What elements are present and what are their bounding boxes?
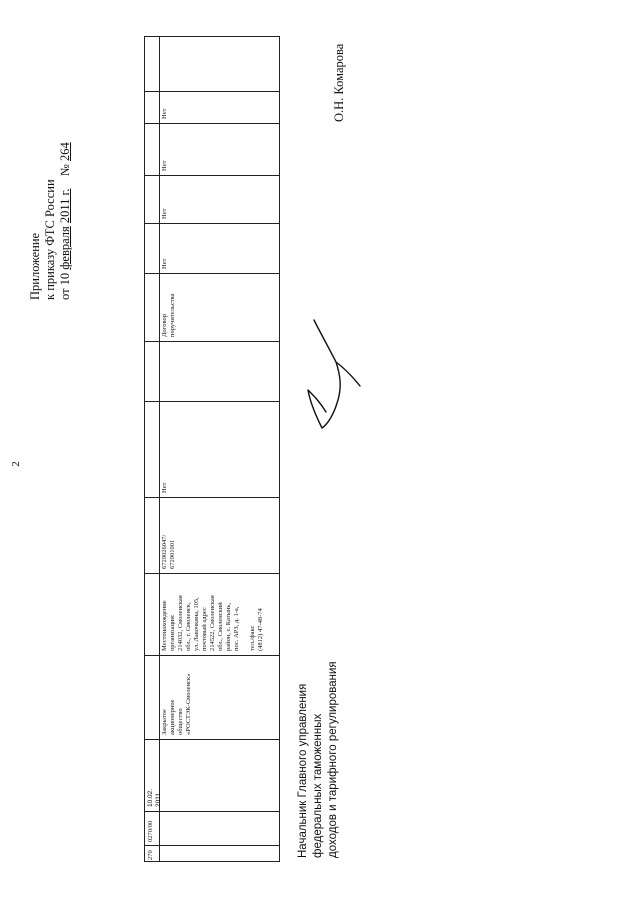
table-cell-text: 0270/00 [147,820,154,842]
table-cell-text: Договор поручительства [161,293,176,337]
footer-line-3: доходов и тарифного регулирования [327,661,339,858]
table-cell-text: 270 [147,850,154,860]
table-row-divider [145,573,279,574]
table-cell-text: Нет [161,108,168,119]
table-cell-code [145,811,281,845]
table-cell-status-3 [145,175,281,223]
table-cell-text: Нет [161,160,168,171]
handwritten-signature [300,316,370,436]
table-row-divider [145,811,279,812]
header-line-3 [58,40,73,300]
table-row-divider [145,273,279,274]
table-row-divider [145,497,279,498]
table-cell-blank-1 [145,341,281,401]
table-cell-inn-kpp [145,497,281,573]
table-cell-status-5 [145,91,281,123]
table-row-divider [145,123,279,124]
table-cell-text: 6729026047/ 672901001 [161,534,176,569]
table-row-divider [145,175,279,176]
table-cell-text: Нет [161,258,168,269]
header-number-label: № [58,164,72,177]
table-row-divider [145,655,279,656]
table-cell-organization [145,655,281,739]
footer-line-1: Начальник Главного управления [297,683,309,858]
table-row-divider [145,401,279,402]
table-cell-text: Местонахождение организации: 214032, Смоленская обл., г. Смоленск, ул. Лавочкина, 105, почтовый адрес 214522, Смоленская обл., Смоленский район, с. Катынь, пос. АРЗ, д. 1-а, тел./факс (4812) 47-48-74 [161,595,264,651]
header-line-2: к приказу ФТС России [43,179,57,300]
table-cell-address [145,573,281,655]
table-row-divider [145,739,279,740]
table-cell-text: Нет [161,208,168,219]
table-row-divider [145,223,279,224]
table-cell-text: Нет [161,482,168,493]
header-date-month: февраля [58,226,72,270]
table-cell-date [145,739,281,811]
table-row-divider [145,91,279,92]
signer-name: О.Н. Комарова [332,43,346,122]
header-number-value: 264 [58,142,72,162]
table-cell-status-4 [145,123,281,175]
table-cell-status-2 [145,223,281,273]
table-cell-guarantee [145,273,281,341]
table-cell-text: Закрытое акционерное общество «РОСТЭК-Смоленск» [161,673,192,735]
header-block [28,40,84,300]
header-line-1: Приложение [28,232,42,300]
table-row-divider [145,845,279,846]
footer-title [296,608,350,858]
table-cell-text: 10.02. 2011 [147,788,162,807]
page-number: 2 [10,461,22,467]
table-cell-status-1 [145,401,281,497]
table-cell-row-number [145,845,281,863]
table-row-divider [145,341,279,342]
header-date-prefix: от 10 [58,272,72,300]
table-strip [144,36,280,862]
header-date-year: 2011 г. [58,188,72,224]
table-cell-blank-2 [145,37,281,91]
footer-line-2: федеральных таможенных [312,713,324,858]
